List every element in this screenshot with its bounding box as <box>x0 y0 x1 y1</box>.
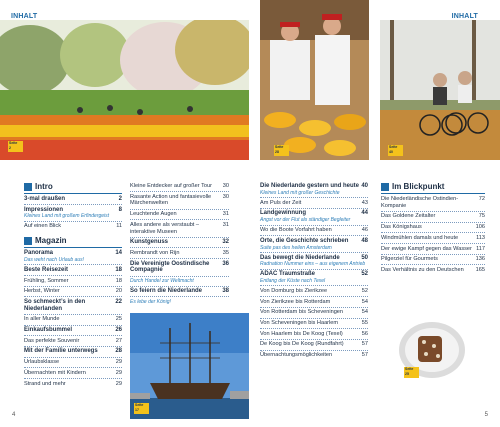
toc-entry-page: 2 <box>118 196 122 202</box>
toc-entry[interactable] <box>130 194 229 207</box>
toc-entry-page: 29 <box>115 359 122 366</box>
toc-entry-title: Rasante Action und fantasievolle Märchenwelten <box>130 193 212 207</box>
toc-entry-title: 3-mal draußen <box>24 196 66 202</box>
toc-entry-title: Rembrandt von Rijn <box>130 249 180 256</box>
toc-entry-subtitle: Kleines Land mit großem Erfindergeist <box>24 213 110 220</box>
toc-entry-page: 22 <box>115 298 122 305</box>
toc-entry-page: 30 <box>222 183 229 189</box>
toc-entry-title: Alles andere als verstaubt – interaktive Museen <box>130 221 200 235</box>
toc-entry[interactable] <box>260 210 368 217</box>
toc-entry-title: Wo die Boote Vorfahrt haben <box>260 227 332 234</box>
toc-entry-title: De Koog bis De Koog (Rundfahrt) <box>260 341 344 348</box>
toc-entry[interactable] <box>381 256 485 263</box>
toc-entry[interactable] <box>130 288 229 295</box>
magazin-list <box>24 250 122 387</box>
toc-entry-page: 113 <box>476 234 485 241</box>
toc-entry-page: 57 <box>361 352 368 359</box>
cyclists-image <box>380 20 500 160</box>
toc-entry[interactable] <box>260 227 368 234</box>
toc-entry[interactable] <box>24 207 122 214</box>
toc-entry-title: Kleine Entdecker auf großer Tour <box>130 183 212 189</box>
toc-entry-page: 106 <box>475 224 485 231</box>
toc-entry-subtitle: Entlang der Küste nach Texel <box>260 277 326 284</box>
toc-entry[interactable] <box>381 196 485 209</box>
toc-entry-page: 50 <box>361 254 368 261</box>
toc-entry-subtitle: Suite pas des heilen Amsterdam <box>260 244 332 251</box>
toc-entry-page: 26 <box>115 327 122 334</box>
toc-entry[interactable] <box>24 327 122 334</box>
toc-entry[interactable] <box>24 196 122 203</box>
toc-entry-title: Urlaubsklasse <box>24 359 60 366</box>
blickpunkt-list <box>381 196 485 274</box>
toc-entry[interactable] <box>381 213 485 220</box>
toc-entry-subtitle: Kleines Land mit großer Geschichte <box>260 189 340 196</box>
toc-entry-title: Die Niederlande gestern und heute <box>260 183 360 189</box>
photo4-badge: Seite 17 <box>134 403 149 414</box>
toc-entry-title: ADAC Traumstraße <box>260 271 316 278</box>
page-number-left: 4 <box>12 412 16 418</box>
toc-entry[interactable] <box>260 352 368 359</box>
toc-entry[interactable] <box>130 250 229 257</box>
toc-entry-page: 18 <box>115 266 122 273</box>
toc-entry-title: Das bewegt die Niederlande <box>260 254 340 261</box>
toc-entry-page: 54 <box>361 298 368 305</box>
toc-entry[interactable] <box>130 183 229 190</box>
magazin-heading: Magazin <box>24 237 122 245</box>
toc-entry-page: 117 <box>476 245 485 252</box>
toc-column-1 <box>24 183 122 387</box>
toc-entry-page: 31 <box>222 221 229 228</box>
toc-entry[interactable] <box>130 261 229 274</box>
toc-entry-page: 36 <box>222 260 229 267</box>
toc-entry-title: Das Goldene Zeitalter <box>381 213 436 220</box>
photo-tulip-park <box>0 20 249 160</box>
toc-entry-title: Von Domburg bis Zierikzee <box>260 287 328 294</box>
toc-entry[interactable] <box>260 271 368 278</box>
toc-entry-title: Kunstgenuss <box>130 239 169 246</box>
toc-entry-subtitle: Es lebe der König! <box>130 298 171 305</box>
toc-entry-title: Panorama <box>24 250 54 257</box>
toc-entry[interactable] <box>260 255 368 262</box>
toc-entry-title: Das Verhältnis zu den Deutschen <box>381 266 464 273</box>
toc-entry-title: Leuchtende Augen <box>130 211 177 218</box>
photo-plate <box>396 320 468 380</box>
photo2-badge: Seite 28 <box>274 145 289 156</box>
toc-entry-title: Von Scheveningen bis Haarlem <box>260 320 339 327</box>
toc-entry-title: Impressionen <box>24 206 64 213</box>
toc-entry-title: Frühling, Sommer <box>24 277 69 284</box>
toc-entry-title: In aller Munde <box>24 316 60 323</box>
toc-entry-page: 52 <box>361 271 368 278</box>
toc-entry[interactable] <box>24 267 122 274</box>
toc-entry-title: Die Vereinigte Oostindische Compagnie <box>130 260 210 274</box>
toc-entry-title: Herbst, Winter <box>24 288 60 295</box>
section-square-icon <box>24 237 32 245</box>
toc-entry[interactable] <box>24 348 122 355</box>
toc-entry-title: Landgewinnung <box>260 210 306 217</box>
toc-entry[interactable] <box>24 370 122 377</box>
toc-entry[interactable] <box>24 278 122 285</box>
toc-entry[interactable] <box>260 341 368 348</box>
toc-entry-subtitle: Durch Handel zur Weltmacht <box>130 278 194 285</box>
toc-entry-subtitle: Radnation Nummer eins – aus eigenem Antrieb <box>260 261 366 268</box>
photo-ship <box>130 313 249 419</box>
toc-entry-page: 29 <box>115 369 122 376</box>
photo3-badge: Seite 40 <box>388 145 403 156</box>
photo1-badge: Seite 2 <box>8 141 23 152</box>
toc-entry[interactable] <box>130 239 229 246</box>
toc-entry-title: Übernachten mit Kindern <box>24 369 86 376</box>
toc-entry-title: Beste Reisezeit <box>24 266 69 273</box>
toc-entry-title: Pilgerziel für Gourmets <box>381 256 438 263</box>
toc-entry-page: 43 <box>361 199 368 206</box>
section-square-icon <box>381 183 389 191</box>
toc-entry-page: 55 <box>361 320 368 327</box>
section-square-icon <box>24 183 32 191</box>
toc-entry-page: 75 <box>478 213 485 220</box>
toc-entry-page: 40 <box>361 183 368 189</box>
toc-entry[interactable] <box>260 299 368 306</box>
toc-entry-title: Einkaufsbummel <box>24 327 73 334</box>
toc-entry[interactable] <box>130 222 229 235</box>
toc-entry-page: 29 <box>115 380 122 387</box>
toc-entry-page: 136 <box>475 256 485 263</box>
toc-entry-subtitle: Angst vor der Flut als ständiger Begleiter <box>260 217 351 224</box>
header-right-label: INHALT <box>451 13 478 20</box>
toc-entry-title: Orte, die Geschichte schrieben <box>260 237 349 244</box>
toc-entry-page: 20 <box>115 288 122 295</box>
toc-entry-title: Von Rotterdam bis Scheveningen <box>260 309 344 316</box>
col2-list <box>130 183 229 305</box>
toc-entry[interactable] <box>260 331 368 338</box>
toc-entry-page: 52 <box>361 287 368 294</box>
photo-cyclists <box>380 20 500 160</box>
toc-entry-title: So feiern die Niederlande <box>130 288 203 295</box>
toc-entry-page: 32 <box>222 239 229 246</box>
toc-entry[interactable] <box>260 200 368 207</box>
toc-entry[interactable] <box>24 381 122 388</box>
toc-entry-page: 30 <box>222 193 229 200</box>
toc-entry-page: 25 <box>115 316 122 323</box>
photo5-badge: Seite 25 <box>404 367 419 378</box>
toc-entry-page: 72 <box>478 196 485 202</box>
toc-entry-page: 165 <box>475 266 485 273</box>
toc-entry[interactable] <box>381 235 485 242</box>
toc-entry[interactable] <box>260 183 368 190</box>
toc-entry-title: Das Königshaus <box>381 224 422 231</box>
toc-entry-title: Von Haarlem bis De Koog (Texel) <box>260 330 343 337</box>
toc-entry[interactable] <box>260 320 368 327</box>
toc-entry-page: 35 <box>222 249 229 256</box>
toc-entry[interactable] <box>24 359 122 366</box>
cheese-market-image <box>260 0 369 160</box>
toc-entry-page: 27 <box>115 337 122 344</box>
toc-entry-title: So schmeckt’s in den Niederlanden <box>24 298 86 312</box>
toc-column-3 <box>260 183 368 359</box>
page-number-right: 5 <box>484 412 488 418</box>
toc-entry-page: 18 <box>115 277 122 284</box>
toc-entry[interactable] <box>260 238 368 245</box>
toc-entry[interactable] <box>130 211 229 218</box>
toc-entry-title: Mit der Familie unterwegs <box>24 348 98 355</box>
toc-column-2 <box>130 183 229 305</box>
toc-entry-subtitle: Das weht nach Urlaub aus! <box>24 256 85 263</box>
toc-entry-title: Der ewige Kampf gegen das Wasser <box>381 245 472 252</box>
toc-entry-title: Auf einen Blick <box>24 223 62 230</box>
toc-entry[interactable] <box>260 309 368 316</box>
intro-heading: Intro <box>24 183 122 191</box>
toc-entry[interactable] <box>260 288 368 295</box>
tulip-park-image <box>0 20 249 160</box>
toc-entry-page: 48 <box>361 237 368 244</box>
toc-entry[interactable] <box>24 250 122 257</box>
toc-entry-page: 31 <box>222 211 229 218</box>
toc-entry-page: 38 <box>222 288 229 295</box>
toc-entry-page: 28 <box>115 348 122 355</box>
toc-entry-page: 56 <box>361 330 368 337</box>
toc-entry-title: Übernachtungsmöglichkeiten <box>260 352 333 359</box>
toc-entry-page: 14 <box>115 250 122 257</box>
col3-list <box>260 183 368 359</box>
toc-column-4 <box>381 183 485 274</box>
toc-entry-title: Das perfekte Souvenir <box>24 337 80 344</box>
photo-cheese-market <box>260 0 369 160</box>
toc-entry-page: 8 <box>118 206 122 213</box>
intro-list <box>24 196 122 230</box>
toc-entry-page: 57 <box>361 341 368 348</box>
toc-entry-title: Die Niederländische Ostindien-Kompanie <box>381 196 459 209</box>
toc-entry[interactable] <box>24 299 122 312</box>
toc-entry[interactable] <box>24 223 122 230</box>
toc-entry[interactable] <box>24 316 122 323</box>
blickpunkt-heading: Im Blickpunkt <box>381 183 485 191</box>
toc-entry[interactable] <box>381 246 485 253</box>
toc-entry-title: Von Zierikzee bis Rotterdam <box>260 298 331 305</box>
toc-entry[interactable] <box>24 288 122 295</box>
toc-entry[interactable] <box>24 338 122 345</box>
toc-entry[interactable] <box>381 267 485 274</box>
toc-entry-page: 11 <box>116 223 122 230</box>
toc-entry-title: Am Puls der Zeit <box>260 199 302 206</box>
toc-entry-page: 44 <box>361 210 368 217</box>
toc-entry-title: Strand und mehr <box>24 380 66 387</box>
toc-entry-title: Windmühlen damals und heute <box>381 234 459 241</box>
toc-entry-page: 46 <box>361 227 368 234</box>
header-left-label: INHALT <box>11 13 38 20</box>
toc-entry-page: 54 <box>361 309 368 316</box>
toc-entry[interactable] <box>381 224 485 231</box>
